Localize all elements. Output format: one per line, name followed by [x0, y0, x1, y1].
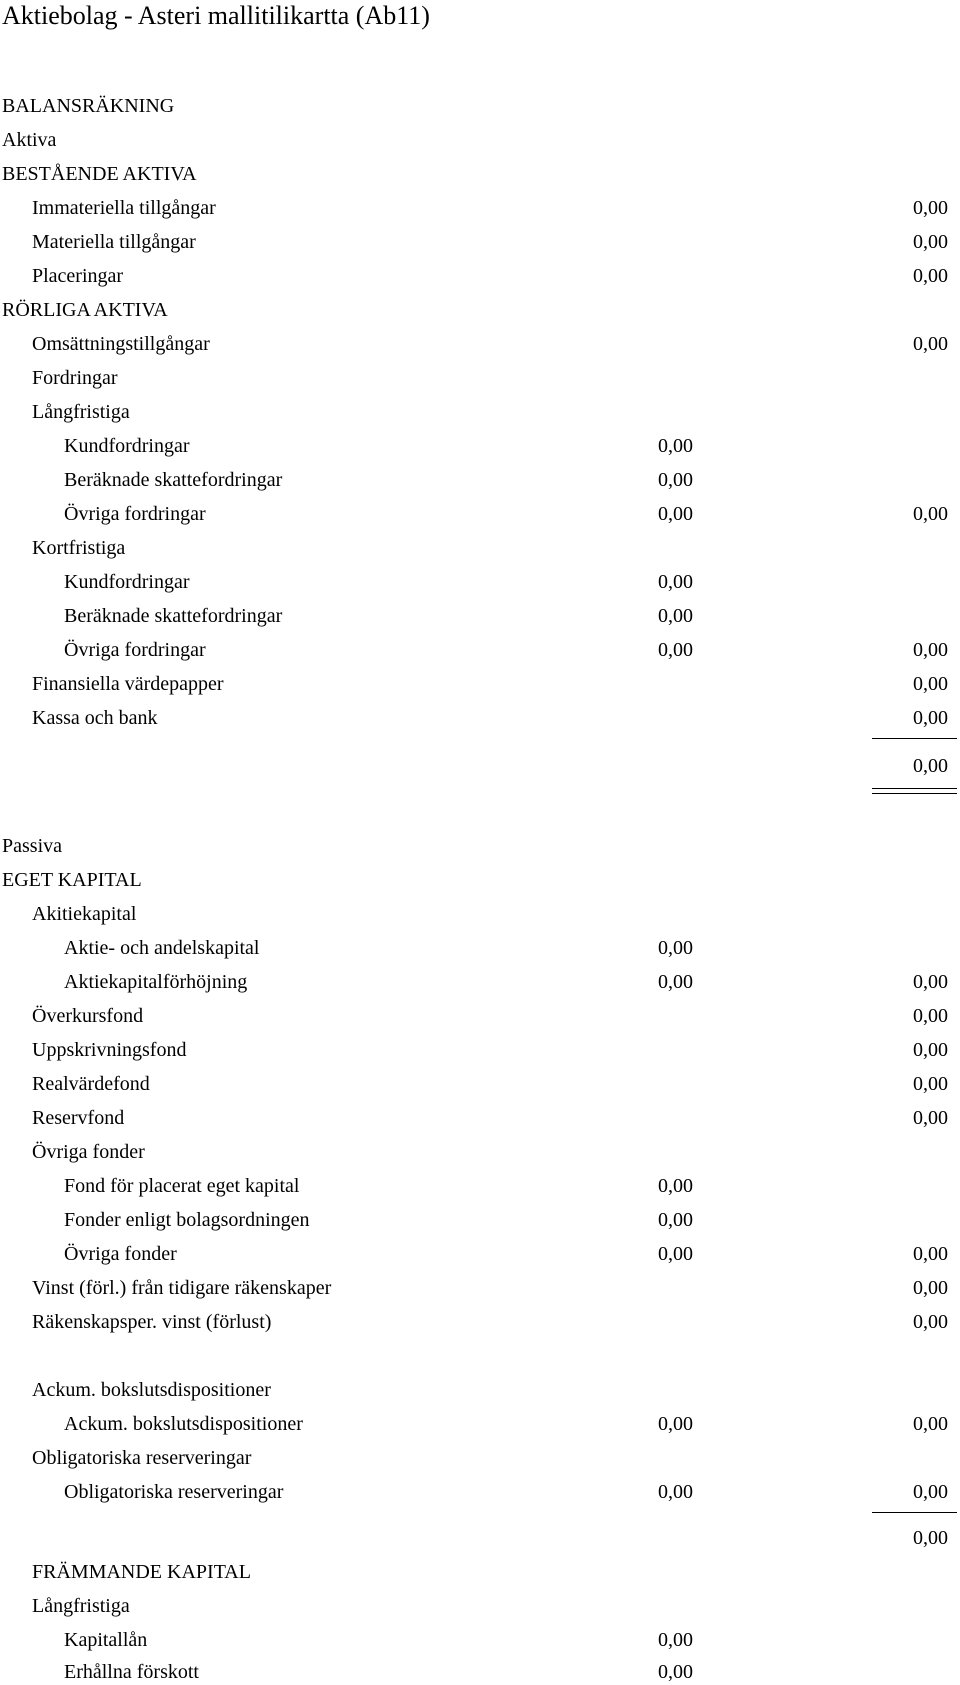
row-label: Fond för placerat eget kapital — [64, 1175, 300, 1197]
row-label: Kassa och bank — [32, 707, 158, 729]
row-value: 0,00 — [913, 197, 948, 219]
row-value: 0,00 — [658, 571, 693, 593]
row-value: 0,00 — [913, 707, 948, 729]
row-value: 0,00 — [658, 469, 693, 491]
subtotal-rule — [872, 1512, 957, 1513]
row-total: 0,00 — [913, 1481, 948, 1503]
row-label: Övriga fordringar — [64, 503, 206, 525]
row-label: Räkenskapsper. vinst (förlust) — [32, 1311, 272, 1333]
row-value: 0,00 — [658, 1243, 693, 1265]
row-value: 0,00 — [658, 435, 693, 457]
row-value: 0,00 — [913, 1039, 948, 1061]
eget-kapital-total: 0,00 — [913, 1527, 948, 1549]
total-double-rule — [872, 788, 957, 789]
row-label: Aktiekapitalförhöjning — [64, 971, 248, 993]
row-value: 0,00 — [913, 231, 948, 253]
row-value: 0,00 — [658, 605, 693, 627]
row-total: 0,00 — [913, 971, 948, 993]
rorliga-heading: RÖRLIGA AKTIVA — [2, 299, 168, 321]
row-total: 0,00 — [913, 1243, 948, 1265]
eget-kapital-heading: EGET KAPITAL — [2, 869, 142, 891]
row-label: Materiella tillgångar — [32, 231, 196, 253]
row-label: Beräknade skattefordringar — [64, 605, 283, 627]
row-value: 0,00 — [913, 1311, 948, 1333]
row-label: Överkursfond — [32, 1005, 144, 1027]
row-total: 0,00 — [913, 1413, 948, 1435]
aktiva-total: 0,00 — [913, 755, 948, 777]
row-value: 0,00 — [658, 639, 693, 661]
row-label: Uppskrivningsfond — [32, 1039, 187, 1061]
row-value: 0,00 — [658, 971, 693, 993]
balance-heading: BALANSRÄKNING — [2, 95, 175, 117]
row-label: Realvärdefond — [32, 1073, 150, 1095]
row-label: Immateriella tillgångar — [32, 197, 216, 219]
row-value: 0,00 — [913, 673, 948, 695]
row-label: Obligatoriska reserveringar — [32, 1447, 252, 1469]
row-value: 0,00 — [913, 1005, 948, 1027]
row-label: Ackum. bokslutsdispositioner — [64, 1413, 303, 1435]
row-value: 0,00 — [658, 503, 693, 525]
subtotal-rule — [872, 738, 957, 739]
row-value: 0,00 — [658, 1661, 693, 1683]
row-label: Beräknade skattefordringar — [64, 469, 283, 491]
row-label: Fonder enligt bolagsordningen — [64, 1209, 310, 1231]
row-value: 0,00 — [913, 1107, 948, 1129]
row-label: Placeringar — [32, 265, 124, 287]
bestaende-heading: BESTÅENDE AKTIVA — [2, 163, 197, 185]
row-label: Långfristiga — [32, 401, 130, 423]
row-value: 0,00 — [658, 1481, 693, 1503]
row-label: Reservfond — [32, 1107, 125, 1129]
row-value: 0,00 — [913, 1277, 948, 1299]
row-label: Akitiekapital — [32, 903, 137, 925]
row-label: Kundfordringar — [64, 435, 190, 457]
passiva-heading: Passiva — [2, 835, 62, 857]
row-value: 0,00 — [658, 1413, 693, 1435]
row-label: Övriga fonder — [64, 1243, 177, 1265]
row-value: 0,00 — [913, 265, 948, 287]
row-label: Övriga fonder — [32, 1141, 145, 1163]
row-label: Finansiella värdepapper — [32, 673, 224, 695]
row-total: 0,00 — [913, 639, 948, 661]
row-label: Långfristiga — [32, 1595, 130, 1617]
row-value: 0,00 — [658, 937, 693, 959]
row-label: Kundfordringar — [64, 571, 190, 593]
row-label: Kortfristiga — [32, 537, 126, 559]
row-label: Fordringar — [32, 367, 118, 389]
row-label: Erhållna förskott — [64, 1661, 199, 1683]
row-value: 0,00 — [658, 1209, 693, 1231]
frammande-heading: FRÄMMANDE KAPITAL — [32, 1561, 251, 1583]
row-label: Övriga fordringar — [64, 639, 206, 661]
row-label: Kapitallån — [64, 1629, 148, 1651]
row-label: Obligatoriska reserveringar — [64, 1481, 284, 1503]
report-title: Aktiebolag - Asteri mallitilikartta (Ab11) — [2, 1, 430, 30]
row-label: Ackum. bokslutsdispositioner — [32, 1379, 271, 1401]
row-label: Aktie- och andelskapital — [64, 937, 260, 959]
row-value: 0,00 — [913, 333, 948, 355]
aktiva-heading: Aktiva — [2, 129, 57, 151]
row-value: 0,00 — [658, 1175, 693, 1197]
total-double-rule — [872, 793, 957, 794]
row-total: 0,00 — [913, 503, 948, 525]
row-value: 0,00 — [658, 1629, 693, 1651]
row-label: Omsättningstillgångar — [32, 333, 210, 355]
row-label: Vinst (förl.) från tidigare räkenskaper — [32, 1277, 332, 1299]
row-value: 0,00 — [913, 1073, 948, 1095]
